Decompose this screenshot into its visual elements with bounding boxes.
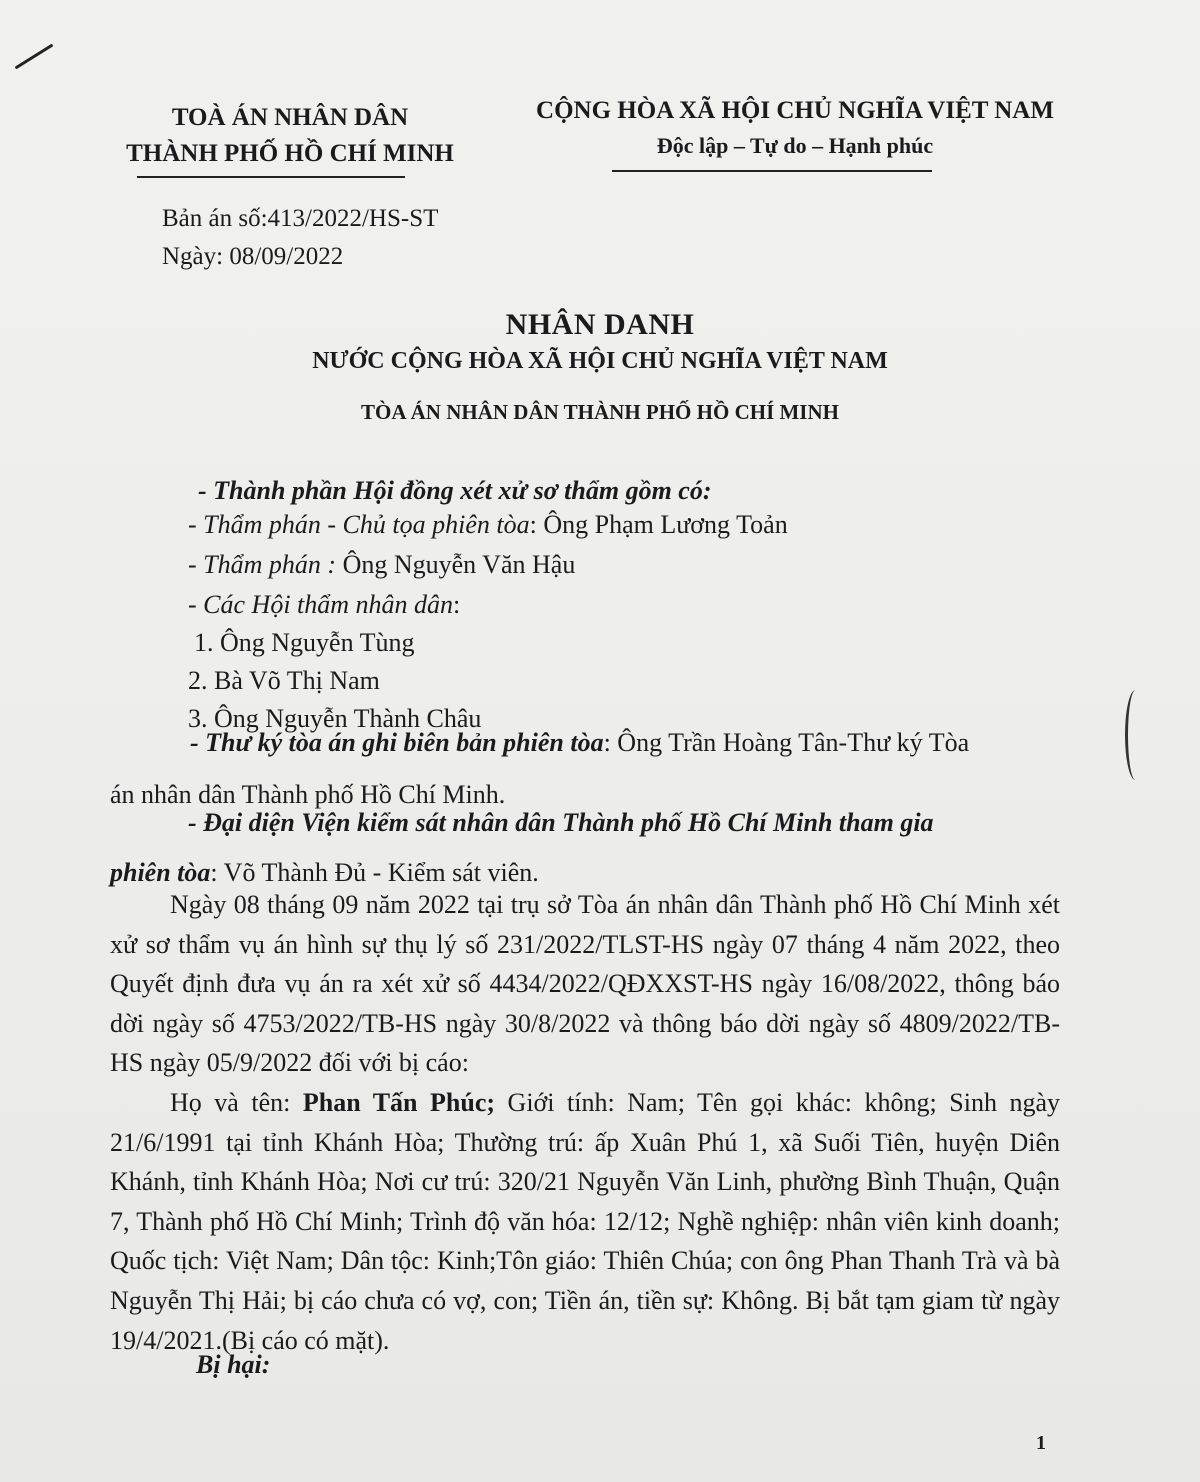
defendant-name: Phan Tấn Phúc; xyxy=(302,1087,496,1117)
procuracy-label-continued: phiên tòa xyxy=(110,858,211,887)
assessors-colon: : xyxy=(453,590,461,619)
assessors-label: - Các Hội thẩm nhân dân xyxy=(188,590,454,619)
presiding-judge-label: - Thẩm phán - Chủ tọa phiên tòa xyxy=(188,510,530,539)
procuracy-line xyxy=(110,858,539,888)
nation-header xyxy=(510,93,1080,163)
clerk-label: - Thư ký tòa án ghi biên bản phiên tòa xyxy=(190,728,604,757)
defendant-paragraph xyxy=(110,1083,1060,1360)
presiding-judge-name: : Ông Phạm Lương Toản xyxy=(529,510,788,539)
court-header-underline xyxy=(137,176,405,178)
assessor-item: 3. Ông Nguyễn Thành Châu xyxy=(188,704,482,733)
trial-paragraph: Ngày 08 tháng 09 năm 2022 tại trụ sở Tòa án nhân dân Thành phố Hồ Chí Minh xét xử sơ thẩm vụ án hình sự thụ lý số 231/2022/TLST-HS ngày 07 tháng 4 năm 2022, theo Quyết định đưa vụ án ra xét xử số 4434/2022/QĐXXST-HS ngày 16/08/2022, thông báo dời ngày số 4753/2022/TB-HS ngày 30/8/2022 và thông báo dời ngày số 4809/2022/TB-HS ngày 05/9/2022 đối với bị cáo: xyxy=(110,890,1060,1078)
panel-heading: - Thành phần Hội đồng xét xử sơ thẩm gồm có: xyxy=(198,476,712,505)
procuracy-name: : Võ Thành Đủ - Kiểm sát viên. xyxy=(210,858,539,887)
title-in-the-name: NHÂN DANH xyxy=(505,308,695,341)
defendant-name-label: Họ và tên: xyxy=(170,1087,303,1117)
court-name-line1: TOÀ ÁN NHÂN DÂN xyxy=(171,104,409,131)
clerk-line xyxy=(190,728,969,758)
pen-mark xyxy=(15,44,54,70)
page-number: 1 xyxy=(1036,1432,1046,1454)
nation-name: CỘNG HÒA XÃ HỘI CHỦ NGHĨA VIỆT NAM xyxy=(536,97,1054,124)
defendant-details: Giới tính: Nam; Tên gọi khác: không; Sinh ngày 21/6/1991 tại tỉnh Khánh Hòa; Thường trú: ấp Xuân Phú 1, xã Suối Tiên, huyện Diên Khánh, tỉnh Khánh Hòa; Nơi cư trú: 320/21 Nguyễn Văn Linh, phường Bình Thuận, Quận 7, Thành phố Hồ Chí Minh; Trình độ văn hóa: 12/12; Nghề nghiệp: nhân viên kinh doanh; Quốc tịch: Việt Nam; Dân tộc: Kinh;Tôn giáo: Thiên Chúa; con ông Phan Thanh Trà và bà Nguyễn Thị Hải; bị cáo chưa có vợ, con; Tiền án, tiền sự: Không. Bị bắt tạm giam từ ngày 19/4/2021.(Bị cáo có mặt). xyxy=(110,1087,1060,1355)
presiding-judge-line xyxy=(188,510,788,540)
judge-name: Ông Nguyễn Văn Hậu xyxy=(336,550,576,579)
assessor-item: 2. Bà Võ Thị Nam xyxy=(188,666,380,695)
edge-mark xyxy=(1125,690,1146,780)
case-number: Bản án số:413/2022/HS-ST xyxy=(162,205,439,232)
procuracy-label: - Đại diện Viện kiểm sát nhân dân Thành phố Hồ Chí Minh tham gia xyxy=(188,808,934,837)
case-date: Ngày: 08/09/2022 xyxy=(162,243,344,270)
clerk-name: : Ông Trần Hoàng Tân-Thư ký Tòa xyxy=(603,728,970,757)
judge-line xyxy=(188,550,575,580)
court-name-line2: THÀNH PHỐ HỒ CHÍ MINH xyxy=(126,140,454,167)
nation-header-underline xyxy=(612,170,932,172)
judge-label: - Thẩm phán : xyxy=(188,550,337,579)
clerk-line-continued: án nhân dân Thành phố Hồ Chí Minh. xyxy=(110,780,506,809)
title-country: NƯỚC CỘNG HÒA XÃ HỘI CHỦ NGHĨA VIỆT NAM xyxy=(312,348,888,374)
nation-motto: Độc lập – Tự do – Hạnh phúc xyxy=(656,133,934,158)
title-court: TÒA ÁN NHÂN DÂN THÀNH PHỐ HỒ CHÍ MINH xyxy=(361,400,839,424)
court-header xyxy=(105,100,475,172)
victim-label: Bị hại: xyxy=(196,1350,271,1379)
assessors-line xyxy=(188,590,460,620)
judgment-body xyxy=(110,885,1060,1360)
assessor-item: 1. Ông Nguyễn Tùng xyxy=(194,628,415,657)
